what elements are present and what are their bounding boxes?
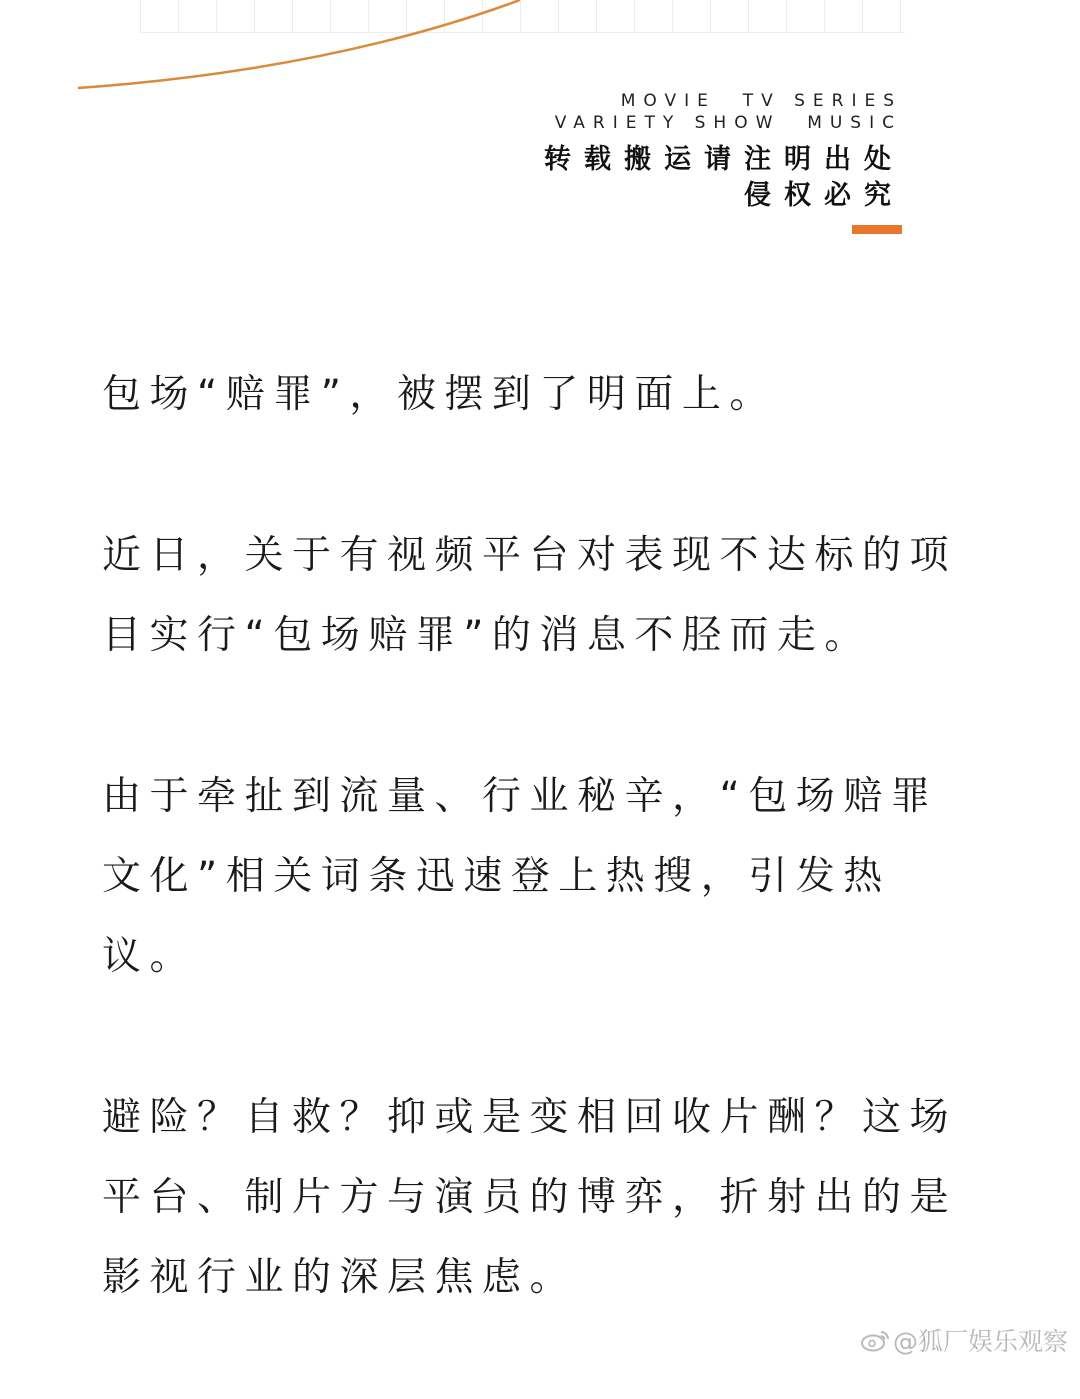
header-en-line-2: VARIETY SHOW MUSIC <box>554 113 902 133</box>
article-body <box>102 355 982 1399</box>
header-cn-line-2: 侵权必究 <box>744 180 904 211</box>
weibo-watermark <box>861 1322 1068 1358</box>
header-english-tagline <box>555 90 902 134</box>
decorative-curve <box>0 0 1080 110</box>
header-cn-line-1: 转载搬运请注明出处 <box>544 144 904 175</box>
article-paragraph-2: 近日，关于有视频平台对表现不达标的项目实行“包场赔罪”的消息不胫而走。 <box>102 533 958 658</box>
header-en-line-1: MOVIE TV SERIES <box>620 91 902 111</box>
article-paragraph-4: 避险？自救？抑或是变相回收片酬？这场平台、制片方与演员的博弈，折射出的是影视行业的深层焦虑。 <box>102 1095 958 1300</box>
watermark-text: @狐厂娱乐观察 <box>892 1327 1068 1356</box>
header-copyright-notice <box>544 142 904 214</box>
article-paragraph-3: 由于牵扯到流量、行业秘辛，“包场赔罪文化”相关词条迅速登上热搜，引发热议。 <box>102 774 939 979</box>
article-paragraph-1: 包场“赔罪”，被摆到了明面上。 <box>102 372 777 417</box>
weibo-icon <box>861 1328 891 1352</box>
accent-bar <box>852 225 902 234</box>
